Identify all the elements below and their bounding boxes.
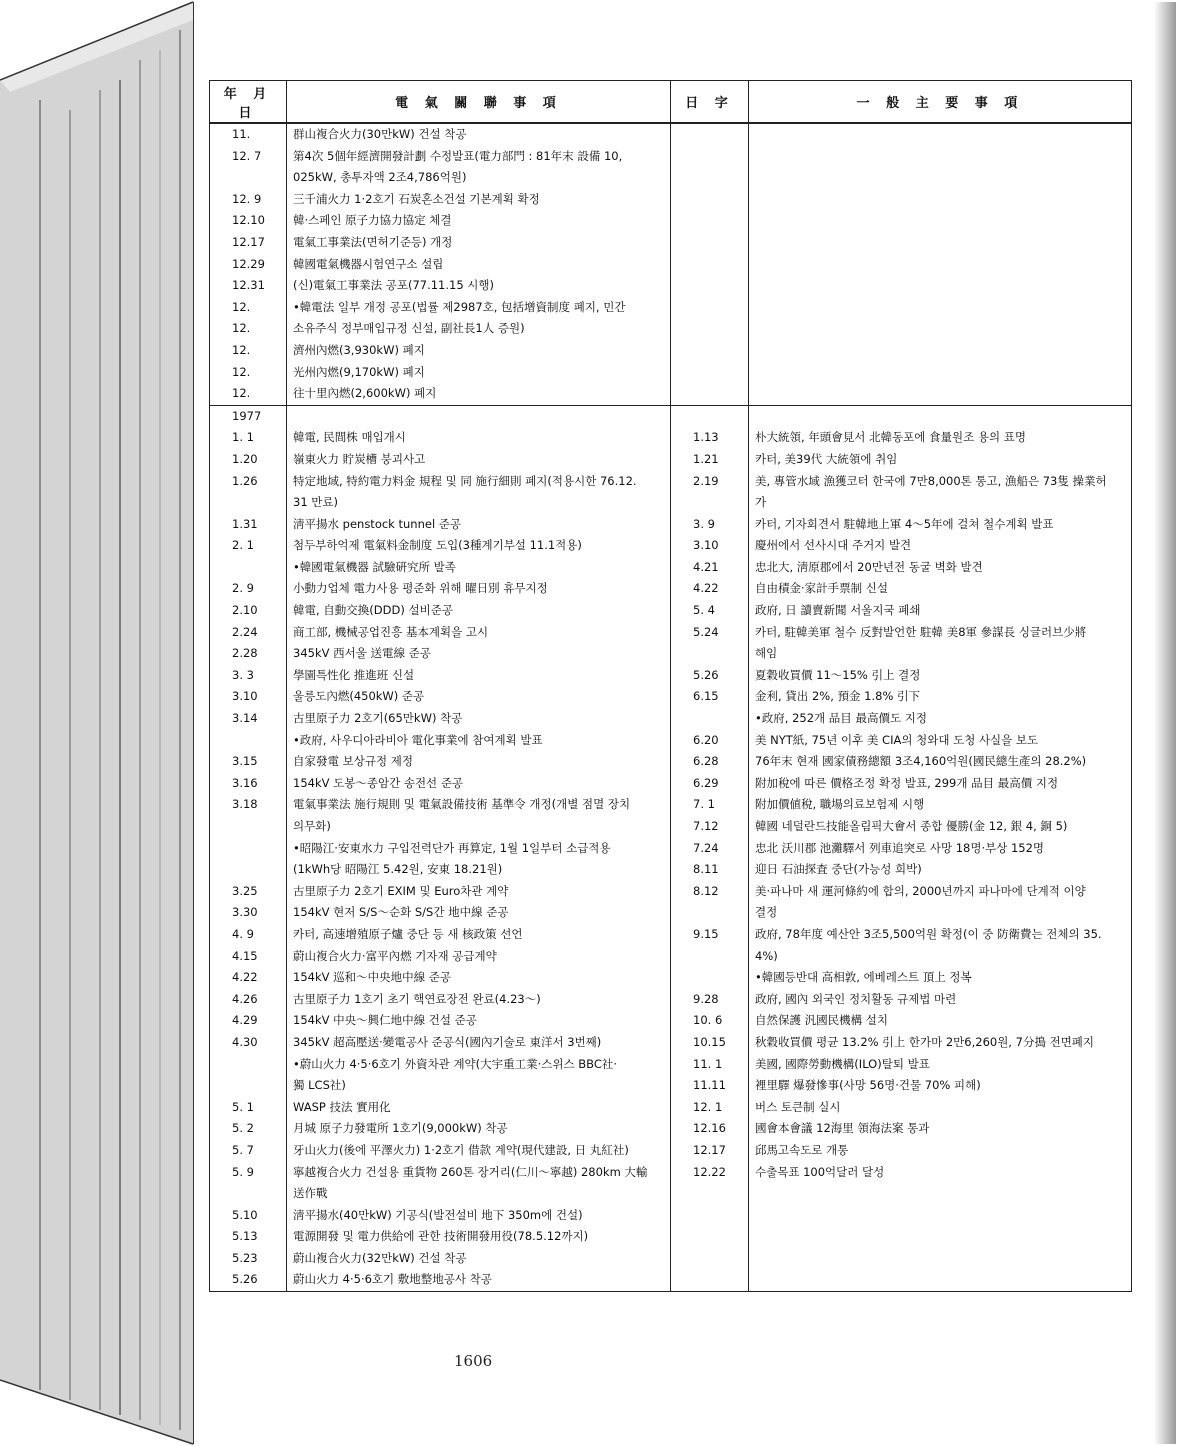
- cell-general-event: 朴大統領, 年頭會見서 北韓동포에 食量원조 용의 표명: [749, 427, 1132, 449]
- table-row: [210, 1032, 1132, 1054]
- cell-date-2: [671, 254, 749, 276]
- cell-date: 12. 9: [210, 189, 287, 211]
- cell-general-event: 附加價値稅, 職場의료보험제 시행: [749, 794, 1132, 816]
- book-page: [193, 2, 1176, 1444]
- cell-general-event: [749, 275, 1132, 297]
- cell-electric-event: 電氣工事業法(면허기준등) 개정: [287, 232, 671, 254]
- cell-date-2: 10. 6: [671, 1010, 749, 1032]
- cell-electric-event: 獨 LCS社): [287, 1075, 671, 1097]
- cell-date: [210, 557, 287, 579]
- cell-general-event: 韓國 네덜란드技能올림픽大會서 종합 優勝(金 12, 銀 4, 銅 5): [749, 816, 1132, 838]
- table-row: [210, 1248, 1132, 1270]
- cell-general-event: 카터, 기자회견서 駐韓地上軍 4～5年에 걸쳐 철수계획 발표: [749, 514, 1132, 536]
- cell-general-event: 76年末 현재 國家債務總額 3조4,160억원(國民總生產의 28.2%): [749, 751, 1132, 773]
- cell-date-2: 1.21: [671, 449, 749, 471]
- cell-electric-event: (신)電氣工事業法 공포(77.11.15 시행): [287, 275, 671, 297]
- table-row: [210, 946, 1132, 968]
- cell-electric-event: 31 만료): [287, 492, 671, 514]
- cell-electric-event: 月城 原子力發電所 1호기(9,000kW) 착공: [287, 1118, 671, 1140]
- cell-date-2: [671, 405, 749, 427]
- cell-general-event: 카터, 美39代 大統領에 취임: [749, 449, 1132, 471]
- table-row: [210, 123, 1132, 146]
- cell-date-2: [671, 946, 749, 968]
- cell-date-2: 9.28: [671, 989, 749, 1011]
- table-row: [210, 751, 1132, 773]
- table-row: [210, 340, 1132, 362]
- cell-date: [210, 838, 287, 860]
- cell-date: 4.30: [210, 1032, 287, 1054]
- cell-general-event: 自然保護 汎國民機構 설치: [749, 1010, 1132, 1032]
- page-number: 1606: [454, 1352, 493, 1370]
- table-row: [210, 405, 1132, 427]
- table-row: [210, 514, 1132, 536]
- cell-general-event: [749, 189, 1132, 211]
- cell-general-event: •政府, 252개 品目 最高價도 지정: [749, 708, 1132, 730]
- cell-general-event: •韓國등반대 高相敦, 에베레스트 頂上 정복: [749, 967, 1132, 989]
- cell-date: 12.10: [210, 210, 287, 232]
- header-electric-events: 電 氣 關 聯 事 項: [287, 81, 671, 124]
- cell-date: 5. 9: [210, 1162, 287, 1184]
- cell-date: [210, 492, 287, 514]
- cell-date-2: [671, 902, 749, 924]
- cell-date-2: 5.26: [671, 665, 749, 687]
- cell-electric-event: 自家發電 보상규정 제정: [287, 751, 671, 773]
- cell-date: 3.10: [210, 686, 287, 708]
- cell-date: 3.18: [210, 794, 287, 816]
- table-row: [210, 730, 1132, 752]
- table-row: [210, 708, 1132, 730]
- cell-electric-event: 濟州內燃(3,930kW) 폐지: [287, 340, 671, 362]
- cell-date-2: [671, 383, 749, 405]
- table-row: [210, 1269, 1132, 1291]
- cell-general-event: 忠北 沃川郡 池灘驛서 列車追突로 사망 18명·부상 152명: [749, 838, 1132, 860]
- cell-date-2: 3.10: [671, 535, 749, 557]
- cell-electric-event: 淸平揚水(40만kW) 기공식(발전설비 地下 350m에 건설): [287, 1205, 671, 1227]
- cell-date-2: [671, 340, 749, 362]
- cell-date: 12.29: [210, 254, 287, 276]
- cell-electric-event: 154kV 도봉～종암간 송전선 준공: [287, 773, 671, 795]
- cell-date: 3.25: [210, 881, 287, 903]
- cell-date: 5. 1: [210, 1097, 287, 1119]
- cell-date-2: [671, 1269, 749, 1291]
- cell-general-event: 버스 토큰制 실시: [749, 1097, 1132, 1119]
- table-row: [210, 232, 1132, 254]
- cell-electric-event: 古里原子力 2호기(65만kW) 착공: [287, 708, 671, 730]
- cell-electric-event: 울릉도內燃(450kW) 준공: [287, 686, 671, 708]
- cell-date: 2. 1: [210, 535, 287, 557]
- cell-general-event: 慶州에서 선사시대 주거지 발견: [749, 535, 1132, 557]
- cell-general-event: [749, 1248, 1132, 1270]
- cell-electric-event: •政府, 사우디아라비아 電化事業에 참여계획 발표: [287, 730, 671, 752]
- cell-date: 2.10: [210, 600, 287, 622]
- cell-electric-event: 電氣事業法 施行規則 및 電氣設備技術 基準令 개정(개별 점멸 장치: [287, 794, 671, 816]
- cell-general-event: [749, 1226, 1132, 1248]
- cell-electric-event: 古里原子力 1호기 초기 핵연료장전 완료(4.23～): [287, 989, 671, 1011]
- cell-date-2: [671, 492, 749, 514]
- cell-general-event: 美國, 國際勞動機構(ILO)탈퇴 발표: [749, 1054, 1132, 1076]
- table-row: [210, 318, 1132, 340]
- table-row: [210, 210, 1132, 232]
- cell-electric-event: 嶺東火力 貯炭槽 붕괴사고: [287, 449, 671, 471]
- cell-date: 3.15: [210, 751, 287, 773]
- cell-electric-event: 牙山火力(後에 平澤火力) 1·2호기 借款 계약(現代建設, 日 丸紅社): [287, 1140, 671, 1162]
- cell-general-event: [749, 1183, 1132, 1205]
- table-row: [210, 362, 1132, 384]
- table-row: [210, 622, 1132, 644]
- cell-date-2: [671, 708, 749, 730]
- cell-electric-event: 寧越複合火力 건설용 重貨物 260톤 장거리(仁川～寧越) 280km 大輸: [287, 1162, 671, 1184]
- cell-date: 3.30: [210, 902, 287, 924]
- table-row: [210, 1010, 1132, 1032]
- cell-date: 2.28: [210, 643, 287, 665]
- table-row: [210, 1118, 1132, 1140]
- cell-date: 11.: [210, 123, 287, 146]
- table-row: [210, 1226, 1132, 1248]
- cell-date-2: 3. 9: [671, 514, 749, 536]
- cell-date-2: 7.12: [671, 816, 749, 838]
- cell-electric-event: 電源開發 및 電力供給에 관한 技術開發用役(78.5.12까지): [287, 1226, 671, 1248]
- cell-date: [210, 730, 287, 752]
- cell-electric-event: 送作戰: [287, 1183, 671, 1205]
- cell-general-event: [749, 340, 1132, 362]
- cell-general-event: [749, 297, 1132, 319]
- cell-electric-event: 群山複合火力(30만kW) 건설 착공: [287, 123, 671, 146]
- cell-date: 3.14: [210, 708, 287, 730]
- cell-date: 1977: [210, 405, 287, 427]
- cell-date-2: 12. 1: [671, 1097, 749, 1119]
- page-shadow: [1154, 2, 1176, 1444]
- table-row: [210, 557, 1132, 579]
- cell-electric-event: 三千浦火力 1·2호기 石炭혼소건설 기본계획 확정: [287, 189, 671, 211]
- cell-date: 5.26: [210, 1269, 287, 1291]
- cell-general-event: 邱馬고속도로 개통: [749, 1140, 1132, 1162]
- cell-date: 4.15: [210, 946, 287, 968]
- cell-date-2: 5. 4: [671, 600, 749, 622]
- cell-electric-event: 第4次 5個年經濟開發計劃 수정발표(電力部門 : 81年末 設備 10,: [287, 146, 671, 168]
- cell-date-2: 4.22: [671, 578, 749, 600]
- cell-electric-event: 의무화): [287, 816, 671, 838]
- cell-date-2: [671, 210, 749, 232]
- cell-date-2: 11.11: [671, 1075, 749, 1097]
- cell-date-2: [671, 167, 749, 189]
- cell-date: 2. 9: [210, 578, 287, 600]
- cell-date: 12.: [210, 318, 287, 340]
- table-row: [210, 578, 1132, 600]
- cell-date: 12. 7: [210, 146, 287, 168]
- table-row: [210, 167, 1132, 189]
- cell-date-2: 6.15: [671, 686, 749, 708]
- cell-general-event: 4%): [749, 946, 1132, 968]
- cell-date: 4. 9: [210, 924, 287, 946]
- cell-general-event: 政府, 78年度 예산안 3조5,500억원 확정(이 중 防衛費는 전체의 35.: [749, 924, 1132, 946]
- cell-electric-event: 蔚山火力 4·5·6호기 敷地整地공사 착공: [287, 1269, 671, 1291]
- table-row: [210, 471, 1132, 493]
- cell-electric-event: 往十里內燃(2,600kW) 폐지: [287, 383, 671, 405]
- table-row: [210, 1205, 1132, 1227]
- cell-electric-event: 學園특性化 推進班 신설: [287, 665, 671, 687]
- cell-date: 5. 7: [210, 1140, 287, 1162]
- table-row: [210, 924, 1132, 946]
- cell-date: [210, 1183, 287, 1205]
- table-row: [210, 383, 1132, 405]
- cell-general-event: 秋穀收買價 평균 13.2% 引上 한가마 2만6,260원, 7分搗 전면폐지: [749, 1032, 1132, 1054]
- cell-general-event: [749, 254, 1132, 276]
- cell-date: [210, 1054, 287, 1076]
- cell-date-2: 8.12: [671, 881, 749, 903]
- cell-electric-event: 特定地域, 特約電力料金 規程 및 同 施行細則 폐지(적용시한 76.12.: [287, 471, 671, 493]
- table-row: [210, 1075, 1132, 1097]
- table-row: [210, 902, 1132, 924]
- cell-date: 1. 1: [210, 427, 287, 449]
- cell-date: 4.26: [210, 989, 287, 1011]
- cell-date: 3.16: [210, 773, 287, 795]
- cell-date: 1.26: [210, 471, 287, 493]
- cell-date: 12.: [210, 297, 287, 319]
- table-row: [210, 1054, 1132, 1076]
- cell-date: 4.22: [210, 967, 287, 989]
- cell-date-2: 4.21: [671, 557, 749, 579]
- cell-general-event: 附加稅에 따른 價格조정 확정 발표, 299개 品目 最高價 지정: [749, 773, 1132, 795]
- cell-date: [210, 167, 287, 189]
- cell-date: 1.20: [210, 449, 287, 471]
- cell-electric-event: 154kV 현저 S/S～순화 S/S간 地中線 준공: [287, 902, 671, 924]
- cell-electric-event: 小動力업체 電力사용 평준화 위해 曜日別 휴무지정: [287, 578, 671, 600]
- cell-date: 12.17: [210, 232, 287, 254]
- cell-electric-event: WASP 技法 實用化: [287, 1097, 671, 1119]
- cell-general-event: [749, 123, 1132, 146]
- table-row: [210, 1183, 1132, 1205]
- cell-date: 5.13: [210, 1226, 287, 1248]
- cell-electric-event: 소유주식 정부매입규정 신설, 副社長1人 증원): [287, 318, 671, 340]
- cell-date: 3. 3: [210, 665, 287, 687]
- cell-date-2: [671, 297, 749, 319]
- table-row: [210, 492, 1132, 514]
- cell-electric-event: 蔚山複合火力·富平內燃 기자재 공급계약: [287, 946, 671, 968]
- table-row: [210, 643, 1132, 665]
- cell-general-event: [749, 383, 1132, 405]
- cell-general-event: 카터, 駐韓美軍 철수 反對발언한 駐韓 美8軍 參謀長 싱글러브少將: [749, 622, 1132, 644]
- cell-electric-event: •韓電法 일부 개정 공포(법률 제2987호, 包括增資制度 폐지, 민간: [287, 297, 671, 319]
- cell-date-2: 12.22: [671, 1162, 749, 1184]
- book-page-edges: [0, 0, 200, 1446]
- table-row: [210, 254, 1132, 276]
- cell-date-2: 10.15: [671, 1032, 749, 1054]
- cell-general-event: 가: [749, 492, 1132, 514]
- table-row: [210, 773, 1132, 795]
- table-row: [210, 1162, 1132, 1184]
- table-row: [210, 881, 1132, 903]
- cell-date: 5.10: [210, 1205, 287, 1227]
- table-row: [210, 535, 1132, 557]
- cell-electric-event: 古里原子力 2호기 EXIM 및 Euro차관 계약: [287, 881, 671, 903]
- cell-electric-event: 淸平揚水 penstock tunnel 준공: [287, 514, 671, 536]
- cell-date-2: 12.16: [671, 1118, 749, 1140]
- cell-date: 12.: [210, 383, 287, 405]
- cell-date: [210, 1075, 287, 1097]
- cell-date: 12.: [210, 340, 287, 362]
- cell-electric-event: 첨두부하억제 電氣料金制度 도입(3種계기부설 11.1적용): [287, 535, 671, 557]
- cell-date: 5.23: [210, 1248, 287, 1270]
- cell-general-event: 自由積金·家計手票制 신설: [749, 578, 1132, 600]
- table-header-row: [210, 81, 1132, 124]
- table-row: [210, 146, 1132, 168]
- cell-electric-event: 345kV 超高壓送·變電공사 준공식(國內기술로 東洋서 3번째): [287, 1032, 671, 1054]
- table-row: [210, 665, 1132, 687]
- table-row: [210, 794, 1132, 816]
- cell-date-2: 9.15: [671, 924, 749, 946]
- cell-electric-event: 蔚山複合火力(32만kW) 건설 착공: [287, 1248, 671, 1270]
- cell-electric-event: 光州內燃(9,170kW) 폐지: [287, 362, 671, 384]
- cell-general-event: 美·파나마 새 運河條約에 합의, 2000년까지 파나마에 단계적 이양: [749, 881, 1132, 903]
- cell-general-event: 迎日 石油探査 중단(가능성 희박): [749, 859, 1132, 881]
- cell-general-event: [749, 1205, 1132, 1227]
- cell-date-2: [671, 1226, 749, 1248]
- cell-general-event: [749, 167, 1132, 189]
- cell-electric-event: •韓國電氣機器 試驗硏究所 발족: [287, 557, 671, 579]
- cell-date-2: 6.28: [671, 751, 749, 773]
- cell-general-event: 裡里驛 爆發慘事(사망 56명·건물 70% 피해): [749, 1075, 1132, 1097]
- table-row: [210, 838, 1132, 860]
- cell-general-event: 美, 專管水域 漁獲코터 한국에 7만8,000톤 통고, 漁船은 73隻 操業허: [749, 471, 1132, 493]
- cell-date: 12.31: [210, 275, 287, 297]
- cell-date-2: 5.24: [671, 622, 749, 644]
- cell-electric-event: 카터, 高速增殖原子爐 중단 등 새 核政策 선언: [287, 924, 671, 946]
- table-row: [210, 297, 1132, 319]
- cell-date-2: 1.13: [671, 427, 749, 449]
- cell-date-2: [671, 189, 749, 211]
- cell-electric-event: •蔚山火力 4·5·6호기 外資차관 계약(大宇重工業·스위스 BBC社·: [287, 1054, 671, 1076]
- cell-date-2: [671, 123, 749, 146]
- cell-electric-event: 商工部, 機械공업진흥 基本계획을 고시: [287, 622, 671, 644]
- table-row: [210, 1097, 1132, 1119]
- cell-date-2: 6.20: [671, 730, 749, 752]
- cell-general-event: [749, 210, 1132, 232]
- cell-general-event: 金利, 貸出 2%, 預金 1.8% 引下: [749, 686, 1132, 708]
- table-row: [210, 816, 1132, 838]
- header-date-2: 日 字: [671, 81, 749, 124]
- cell-date-2: [671, 146, 749, 168]
- header-general-events: 一 般 主 要 事 項: [749, 81, 1132, 124]
- cell-date: [210, 816, 287, 838]
- cell-electric-event: (1kWh당 昭陽江 5.42원, 安東 18.21원): [287, 859, 671, 881]
- cell-general-event: [749, 362, 1132, 384]
- table-row: [210, 859, 1132, 881]
- cell-electric-event: •昭陽江·安東水力 구입전력단가 再算定, 1월 1일부터 소급적용: [287, 838, 671, 860]
- header-date: 年 月 日: [210, 81, 287, 124]
- cell-general-event: [749, 405, 1132, 427]
- cell-general-event: 美 NYT紙, 75년 이후 美 CIA의 청와대 도청 사실을 보도: [749, 730, 1132, 752]
- table-row: [210, 967, 1132, 989]
- cell-date: 5. 2: [210, 1118, 287, 1140]
- cell-date-2: [671, 1248, 749, 1270]
- cell-date-2: 6.29: [671, 773, 749, 795]
- table-row: [210, 600, 1132, 622]
- table-row: [210, 989, 1132, 1011]
- cell-electric-event: 345kV 西서울 送電線 준공: [287, 643, 671, 665]
- cell-date-2: [671, 275, 749, 297]
- cell-date-2: [671, 362, 749, 384]
- cell-date-2: 7.24: [671, 838, 749, 860]
- cell-general-event: 國會本會議 12海里 領海法案 통과: [749, 1118, 1132, 1140]
- cell-electric-event: 154kV 巡和～中央地中線 준공: [287, 967, 671, 989]
- table-row: [210, 189, 1132, 211]
- cell-date-2: [671, 643, 749, 665]
- cell-date-2: [671, 1183, 749, 1205]
- cell-general-event: 忠北大, 淸原郡에서 20만년전 동굴 벽화 발견: [749, 557, 1132, 579]
- cell-date: 2.24: [210, 622, 287, 644]
- cell-date: 12.: [210, 362, 287, 384]
- cell-general-event: 夏穀收買價 11～15% 引上 결정: [749, 665, 1132, 687]
- cell-general-event: [749, 318, 1132, 340]
- cell-date: [210, 859, 287, 881]
- cell-electric-event: 025kW, 총투자액 2조4,786억원): [287, 167, 671, 189]
- table-row: [210, 275, 1132, 297]
- cell-electric-event: 韓電, 自動交換(DDD) 설비준공: [287, 600, 671, 622]
- cell-general-event: [749, 1269, 1132, 1291]
- cell-electric-event: 韓電, 民間株 매입개시: [287, 427, 671, 449]
- table-row: [210, 686, 1132, 708]
- cell-date-2: [671, 967, 749, 989]
- cell-date-2: 11. 1: [671, 1054, 749, 1076]
- cell-electric-event: 韓·스페인 原子力協力協定 체결: [287, 210, 671, 232]
- cell-general-event: 政府, 國內 외국인 정치활동 규제법 마련: [749, 989, 1132, 1011]
- table-body: [210, 123, 1132, 1292]
- cell-general-event: 수출목표 100억달러 달성: [749, 1162, 1132, 1184]
- cell-date-2: [671, 318, 749, 340]
- cell-general-event: 政府, 日 讀賣新聞 서울지국 폐쇄: [749, 600, 1132, 622]
- cell-date-2: 12.17: [671, 1140, 749, 1162]
- cell-general-event: [749, 232, 1132, 254]
- cell-general-event: [749, 146, 1132, 168]
- cell-date-2: [671, 232, 749, 254]
- cell-electric-event: [287, 405, 671, 427]
- table-row: [210, 1140, 1132, 1162]
- cell-electric-event: 154kV 中央～興仁地中線 건설 준공: [287, 1010, 671, 1032]
- cell-general-event: 결정: [749, 902, 1132, 924]
- cell-date-2: [671, 1205, 749, 1227]
- cell-date: 1.31: [210, 514, 287, 536]
- table-row: [210, 427, 1132, 449]
- cell-date-2: 8.11: [671, 859, 749, 881]
- cell-date-2: 7. 1: [671, 794, 749, 816]
- cell-date: 4.29: [210, 1010, 287, 1032]
- cell-general-event: 해임: [749, 643, 1132, 665]
- cell-date-2: 2.19: [671, 471, 749, 493]
- cell-electric-event: 韓國電氣機器시험연구소 설립: [287, 254, 671, 276]
- table-row: [210, 449, 1132, 471]
- chronology-table: [209, 80, 1132, 1292]
